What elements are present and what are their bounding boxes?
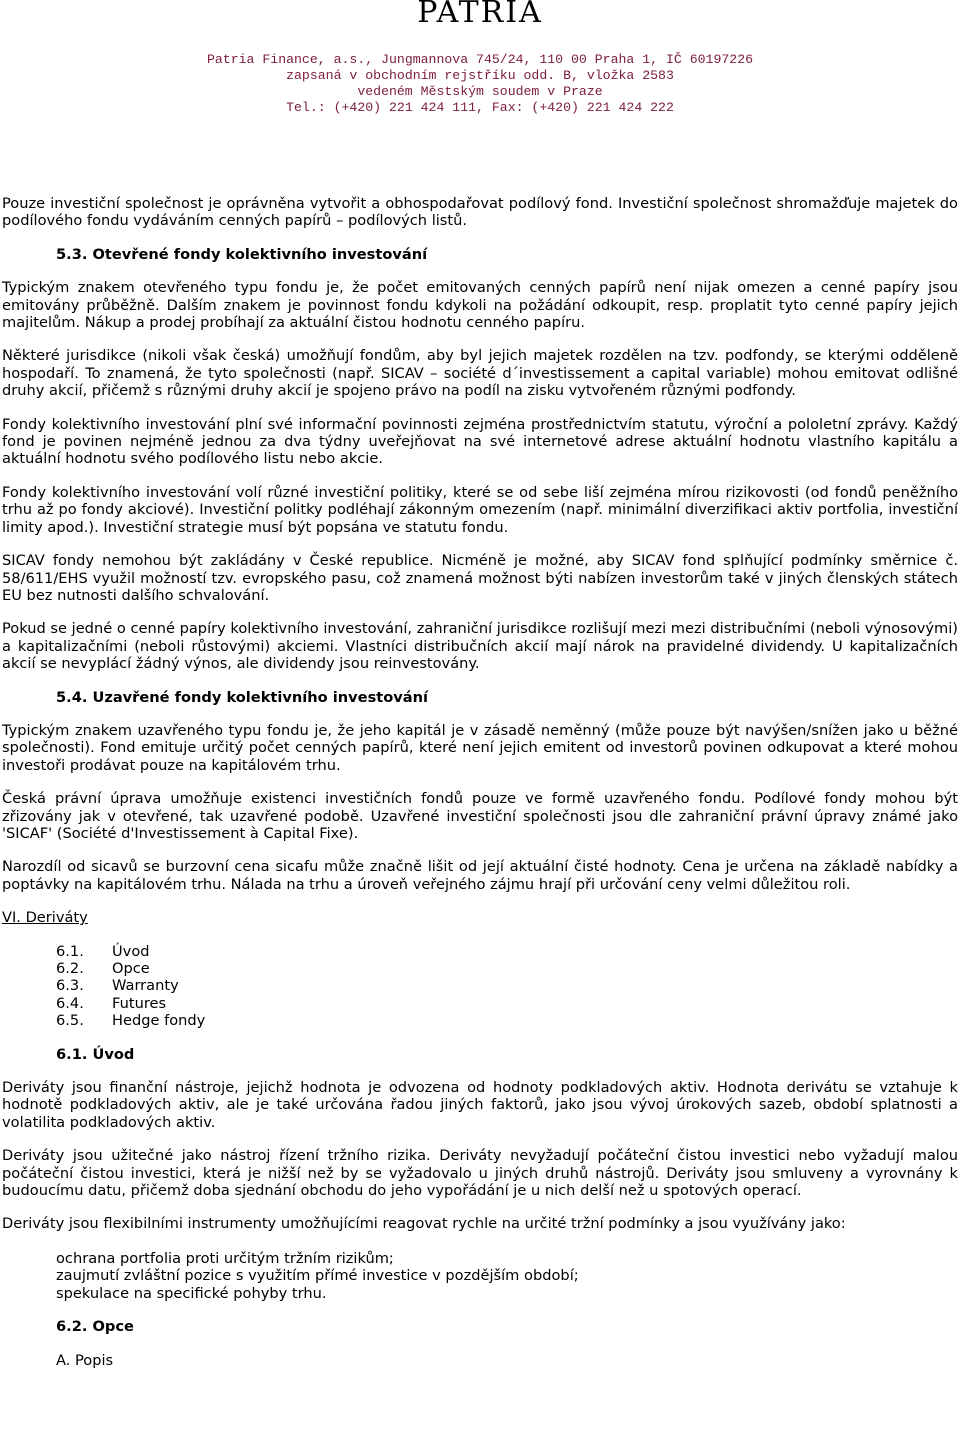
paragraph-53-4: Fondy kolektivního investování volí různé investiční politiky, které se od sebe liší zejména mírou rizikovosti (od fondů peněžního trhu až po fondy akciové). Investiční politky podléhají zákonným omezením (např. minimální diverzifikaci aktiv portfolia, investiční limity apod.). Investiční strategie musí být popsána ve statutu fondu. [2, 483, 958, 536]
heading-vi [2, 909, 958, 926]
toc-item [56, 943, 958, 960]
derivatives-toc [56, 943, 958, 1030]
patria-logo: PATRIA [417, 0, 543, 30]
toc-number: 6.1. [56, 942, 84, 960]
paragraph-54-2: Česká právní úprava umožňuje existenci investičních fondů pouze ve formě uzavřeného fondu. Podílové fondy mohou být zřizovány jak v otevřené, tak uzavřené podobě. Uzavřené investiční společnosti jsou dle zahraniční právní úpravy známé jako 'SICAF' (Société d'Investissement à Capital Fixe). [2, 790, 958, 842]
toc-label: Futures [112, 994, 167, 1012]
paragraph-53-5: SICAV fondy nemohou být zakládány v České republice. Nicméně je možné, aby SICAV fond splňující podmínky směrnice č. 58/611/EHS využil možností tzv. evropského pasu, což znamená možnost býti nabízen investorům také v jiných členských státech EU bez nutnosti dalšího schvalování. [2, 552, 958, 604]
list-item: ochrana portfolia proti určitým tržním rizikům; [56, 1249, 394, 1267]
toc-number: 6.4. [56, 994, 84, 1012]
header-contact-line: Tel.: (+420) 221 424 111, Fax: (+420) 221 424 222 [286, 100, 674, 115]
toc-label: Warranty [112, 977, 179, 995]
list-item: spekulace na specifické pohyby trhu. [56, 1284, 327, 1302]
paragraph-53-6: Pokud se jedné o cenné papíry kolektivního investování, zahraniční jurisdikce rozlišují mezi mezi distribučními (neboli výnosovými) a kapitalizačními (neboli růstovými) akciemi. Vlastníci distribučních akcií mají nárok na pravidelné dividendy. U kapitalizačních akcií se nevyplácí žádný výnos, ale dividendy jsou reinvestovány. [2, 620, 958, 673]
paragraph-61-2: Deriváty jsou užitečné jako nástroj řízení tržního rizika. Deriváty nevyžadují počáteční čistou investici nebo vyžadují malou počáteční čistou investici, která je nižší než by se vyžadovalo u jiných druhů nástrojů. Deriváty jsou smluveny a vyrovnány k budoucímu datu, přičemž doba sjednání obchodu do jeho vypořádání je u nich delší než u spotových operací. [2, 1147, 958, 1200]
paragraph-54-1: Typickým znakem uzavřeného typu fondu je, že jeho kapitál je v zásadě neměnný (může pouze být navýšen/snížen jako u běžné společnosti). Fond emituje určitý počet cenných papírů, které není jejich emitent od investorů povinen odkupovat a které mohou investoři prodávat pouze na kapitálovém trhu. [2, 721, 958, 774]
toc-label: Úvod [112, 942, 150, 960]
toc-label: Opce [112, 960, 150, 977]
paragraph-53-1: Typickým znakem otevřeného typu fondu je, že počet emitovaných cenných papírů není nijak omezen a cenné papíry jsou emitovány průběžně. Dalším znakem je povinnost fondu kdykoli na požádání odkoupit, resp. proplatit tyto cenné papíry jejich majitelům. Nákup a prodej probíhají za aktuální čistou hodnotu cenného papíru. [2, 279, 958, 332]
header-court-line: vedeném Městským soudem v Praze [357, 84, 603, 99]
paragraph-53-3: Fondy kolektivního investování plní své informační povinnosti zejména prostřednictvím statutu, výroční a pololetní zprávy. Každý fond je povinen nejméně jednou za dva týdny uveřejňovat na své internetové adrese aktuální hodnotu vlastního kapitálu a aktuální hodnotu svého podílového listu nebo akcie. [2, 415, 958, 468]
toc-item [56, 995, 958, 1012]
paragraph-intro: Pouze investiční společnost je oprávněna vytvořit a obhospodařovat podílový fond. Investiční společnost shromažďuje majetek do podílového fondu vydáváním cenných papírů – podílových listů. [2, 195, 958, 230]
heading-vi-text: VI. Deriváty [2, 909, 88, 927]
list-item: zaujmutí zvláštní pozice s využitím přímé investice v pozdějším období; [56, 1267, 579, 1285]
toc-item [56, 977, 958, 994]
header-registry-line: zapsaná v obchodním rejstříku odd. B, vložka 2583 [286, 68, 674, 83]
paragraph-61-1: Deriváty jsou finanční nástroje, jejichž hodnota je odvozena od hodnoty podkladových aktiv. Hodnota derivátu se vztahuje k hodnotě podkladových aktiv, ale je také určována řadou jiných faktorů, jako jsou vývoj úrokových sazeb, období splatnosti a volatilita podkladových aktiv. [2, 1079, 958, 1131]
toc-number: 6.3. [56, 977, 84, 995]
paragraph-61-3: Deriváty jsou flexibilními instrumenty umožňujícími reagovat rychle na určité tržní podmínky a jsou využívány jako: [2, 1215, 846, 1233]
toc-number: 6.2. [56, 960, 84, 977]
toc-item [56, 960, 958, 977]
heading-5-3: 5.3. Otevřené fondy kolektivního investování [56, 245, 428, 263]
paragraph-53-2: Některé jurisdikce (nikoli však česká) umožňují fondům, aby byl jejich majetek rozdělen na tzv. podfondy, se kterými odděleně hospodaří. To znamená, že tyto společnosti (např. SICAV – société d´investissement a capital variable) mohou emitovat odlišné druhy akcií, přičemž s různými druhy akcií je spojeno právo na podíl na zisku vytvořeném různými podfondy. [2, 347, 958, 400]
header-address-line: Patria Finance, a.s., Jungmannova 745/24, 110 00 Praha 1, IČ 60197226 [206, 52, 754, 67]
heading-5-4: 5.4. Uzavřené fondy kolektivního investování [56, 688, 429, 706]
document-body [2, 195, 958, 1369]
subheading-popis: A. Popis [56, 1351, 114, 1369]
toc-number: 6.5. [56, 1012, 84, 1030]
derivatives-uses-list [56, 1250, 958, 1302]
toc-label: Hedge fondy [112, 1012, 206, 1030]
paragraph-54-3: Narozdíl od sicavů se burzovní cena sicafu může značně lišit od její aktuální čisté hodnoty. Cena je určena na základě nabídky a poptávky na kapitálovém trhu. Nálada na trhu a úroveň veřejného zájmu hrají při určování ceny velmi důležitou roli. [2, 858, 958, 893]
toc-item [56, 1012, 958, 1029]
heading-6-2: 6.2. Opce [56, 1318, 134, 1336]
heading-6-1: 6.1. Úvod [56, 1045, 135, 1063]
